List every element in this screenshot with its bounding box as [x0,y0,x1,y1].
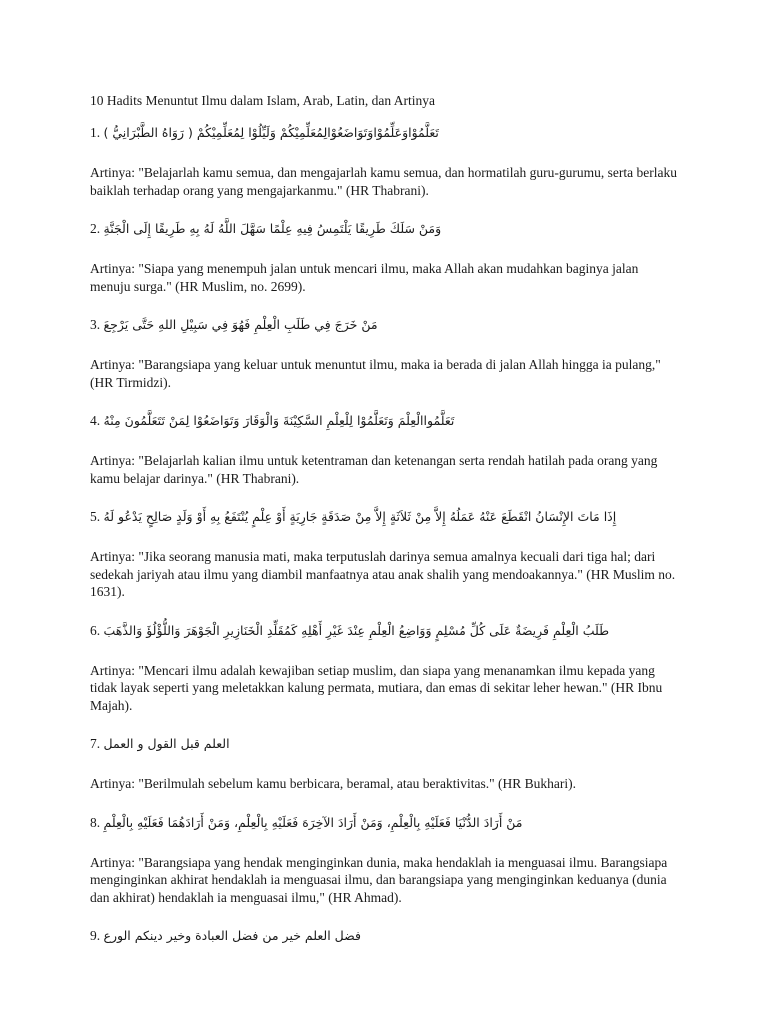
arabic-text: تَعَلَّمُوْاوَعَلِّمُوْاوَتَوَاضَعُوْالِمُعَلِّمِيْكُمْ وَلَيِّلُوْا لِمُعَلِّمِيْكُمْ ( رَوَاهُ الطَّبْرَانِيُّ ) [103,125,439,140]
hadith-arabic-line [90,412,690,430]
hadith-number: 6. [90,622,101,638]
hadith-arabic-line [90,622,690,640]
hadith-entry-9 [90,927,690,945]
hadith-entry-7 [90,735,690,793]
arabic-text: وَمَنْ سَلَكَ طَرِيقًا يَلْتَمِسُ فِيهِ عِلْمًا سَهَّلَ اللَّهُ لَهُ بِهِ طَرِيقًا إِلَى الْجَنَّةِ [103,221,442,236]
hadith-entry-8 [90,814,690,907]
arabic-text: مَنْ خَرَجَ فِي طَلَبِ الْعِلْمِ فَهُوَ فِي سَبِيْلِ اللهِ حَتَّى يَرْجِعَ [103,317,378,332]
hadith-number: 7. [90,736,101,751]
hadith-meaning: Artinya: "Siapa yang menempuh jalan untuk mencari ilmu, maka Allah akan mudahkan baginya jalan menuju surga." (HR Muslim, no. 2699). [90,261,639,294]
hadith-entry-1 [90,124,690,199]
hadith-entry-3 [90,316,690,391]
hadith-number: 5. [90,509,101,524]
arabic-text: العلم قبل القول و العمل [103,736,230,751]
hadith-entry-6 [90,622,690,715]
hadith-number: 1. [90,125,101,140]
arabic-text: فضل العلم خير من فضل العبادة وخير دينكم الورع [103,928,361,943]
arabic-text: مَنْ أَرَادَ الدُّنْيَا فَعَلَيْهِ بِالْعِلْمِ، وَمَنْ أَرَادَ الآخِرَهَ فَعَلَيْهِ بِالْعِلْمِ، وَمَنْ أَرَادَهُمَا فَعَلَيْهِ بِالْعِلْمِ [103,814,523,830]
hadith-meaning: Artinya: "Jika seorang manusia mati, maka terputuslah darinya semua amalnya kecuali dari tiga hal; dari sedekah jariyah atau ilmu yang diambil manfaatnya atau anak shalih yang mendoakannya." (HR Muslim no. 1631). [90,549,676,599]
hadith-arabic-line [90,735,690,753]
hadith-meaning: Artinya: "Mencari ilmu adalah kewajiban setiap muslim, dan siapa yang menanamkan ilmu kepada yang tidak layak seperti yang meletakkan kalung permata, mutiara, dan emas di sekitar leher hewan." (HR Ibnu Majah). [90,662,663,713]
hadith-number: 8. [90,814,101,830]
hadith-number: 2. [90,221,101,236]
hadith-number: 9. [90,928,101,943]
hadith-arabic-line [90,316,690,334]
hadith-arabic-line [90,814,690,832]
hadith-meaning: Artinya: "Belajarlah kamu semua, dan mengajarlah kamu semua, dan hormatilah guru-gurumu, serta berlaku baiklah terhadap orang yang mengajarkanmu." (HR Thabrani). [90,165,677,198]
hadith-meaning: Artinya: "Belajarlah kalian ilmu untuk ketentraman dan ketenangan serta rendah hatilah pada orang yang kamu belajar darinya." (HR Thabrani). [90,453,658,486]
hadith-meaning: Artinya: "Barangsiapa yang hendak menginginkan dunia, maka hendaklah ia menguasai ilmu. Barangsiapa menginginkan akhirat hendaklah ia menguasai ilmu, dan barangsiapa yang menginginkan keduanya (dunia dan akhirat) hendaklah ia menguasai ilmu," (HR Ahmad). [90,854,668,905]
hadith-arabic-line [90,508,690,526]
hadith-arabic-line [90,927,690,945]
document-page [90,92,690,967]
arabic-text: إِذَا مَاتَ الإِنْسَانُ انْقَطَعَ عَنْهُ عَمَلُهُ إِلاَّ مِنْ ثَلاَثَةٍ إِلاَّ مِنْ صَدَقَةٍ جَارِيَةٍ أَوْ عِلْمٍ يُنْتَفَعُ بِهِ أَوْ وَلَدٍ صَالِحٍ يَدْعُو لَهُ [103,509,617,524]
hadith-entry-2 [90,220,690,295]
hadith-number: 4. [90,413,101,428]
hadith-entry-5 [90,508,690,601]
hadith-arabic-line [90,124,690,142]
hadith-number: 3. [90,317,101,332]
arabic-text: طَلَبُ الْعِلْمِ فَرِيضَةٌ عَلَى كُلِّ مُسْلِمٍ وَوَاضِعُ الْعِلْمِ عِنْدَ غَيْرِ أَهْلِهِ كَمُقَلِّدِ الْخَنَازِيرِ الْجَوْهَرَ وَاللُّؤْلُؤَ وَالذَّهَبَ [103,622,610,638]
hadith-meaning: Artinya: "Berilmulah sebelum kamu berbicara, beramal, atau beraktivitas." (HR Bukhari). [90,776,576,791]
hadith-arabic-line [90,220,690,238]
page-title: 10 Hadits Menuntut Ilmu dalam Islam, Arab, Latin, dan Artinya [90,93,435,108]
hadith-entry-4 [90,412,690,487]
hadith-meaning: Artinya: "Barangsiapa yang keluar untuk menuntut ilmu, maka ia berada di jalan Allah hingga ia pulang," (HR Tirmidzi). [90,357,661,390]
arabic-text: تَعَلَّمُواالْعِلْمَ وَتَعَلَّمُوْا لِلْعِلْمِ السَّكِيْنَةَ وَالْوَقَارَ وَتَوَاضَعُوْا لِمَنْ تَتَعَلَّمُونَ مِنْهُ [103,413,455,428]
